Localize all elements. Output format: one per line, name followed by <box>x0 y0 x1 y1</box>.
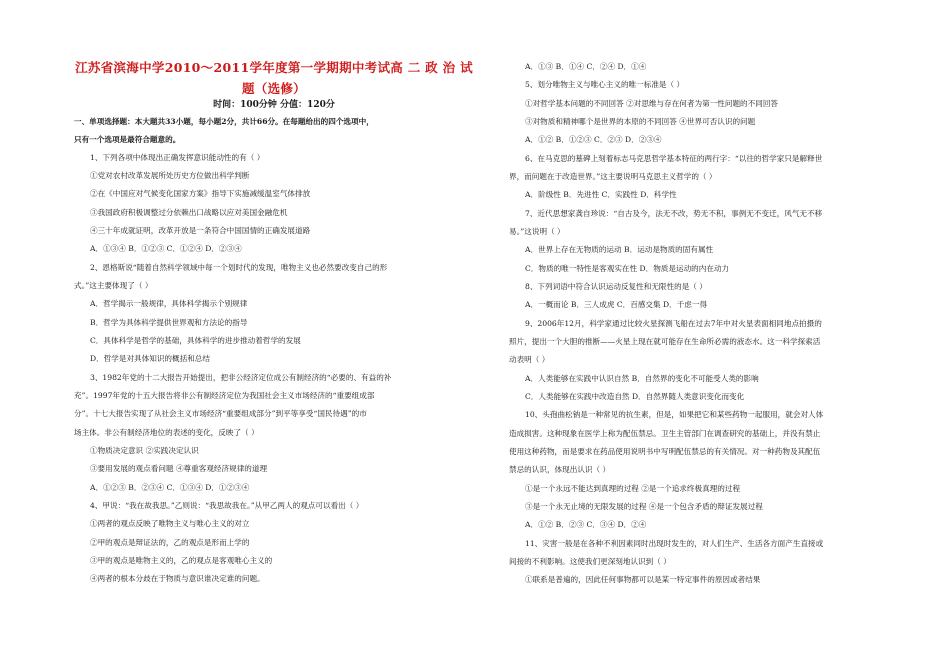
q10-options-34: ③是一个永无止境的无限发展的过程 ④是一个包含矛盾的辩证发展过程 <box>525 502 763 511</box>
question-3-cont-2: 分”。十七大报告实现了从社会主义市场经济“重要组成部分”到平等享受“国民待遇”的市 <box>74 409 367 418</box>
question-6-cont: 界，而问题在于改造世界。”这主要说明马克思主义哲学的（ ） <box>509 172 717 181</box>
question-11-cont: 间接的不利影响。这使我们更深刻地认识到（ ） <box>509 557 671 566</box>
exam-title <box>74 57 474 99</box>
q4-answers: A．①③ B．①④ C．②④ D．①④ <box>525 62 647 71</box>
q5-options-12: ①对哲学基本问题的不同回答 ②对思维与存在何者为第一性问题的不同回答 <box>525 99 779 108</box>
q1-option-1: ①党对农村改革发展所处历史方位做出科学判断 <box>90 171 250 180</box>
q2-choice-c: C．具体科学是哲学的基础，具体科学的进步推动着哲学的发展 <box>90 336 301 345</box>
q1-option-3: ③我国政府积极调整过分依赖出口战略以应对美国金融危机 <box>90 208 288 217</box>
q9-choices-cd: C．人类能够在实践中改造自然 D．自然界随人类意识变化而变化 <box>525 392 745 401</box>
question-6: 6、在马克思的墓碑上刻着标志马克思哲学基本特征的两行字：“以往的哲学家只是解释世 <box>525 154 823 163</box>
question-10-cont-2: 使用这种药物，而是要求在药品使用说明书中写明配伍禁忌的有关情况。对一种药物及其配伍 <box>509 447 821 456</box>
q5-answers: A．①② B．①②③ C．②③ D．②③④ <box>525 135 662 144</box>
question-1: 1、下列各项中体现出正确发挥意识能动性的有（ ） <box>90 153 265 162</box>
question-10-cont-3: 禁忌的认识，体现出认识（ ） <box>509 465 611 474</box>
q1-answers: A．①③④ B．①②③ C．①②④ D．②③④ <box>90 244 242 253</box>
question-3-cont-3: 场主体。非公有制经济地位的表述的变化，反映了（ ） <box>74 428 259 437</box>
q8-answers: A．一概而论 B．三人成虎 C．百感交集 D．千虑一得 <box>525 300 708 309</box>
exam-title-line-1: 江苏省滨海中学2010～2011学年度第一学期期中考试高 二 政 治 试 <box>75 60 473 75</box>
question-3: 3、1982年党的十二大报告开始提出，把非公经济定位成公有制经济的“必要的、有益的补 <box>90 373 392 382</box>
question-9-cont-1: 照片，提出一个大胆的推断——火星上现在就可能存在生命所必需的液态水。这一科学探索活 <box>509 337 821 346</box>
q2-choice-a: A．哲学揭示一般规律，具体科学揭示个别规律 <box>90 299 248 308</box>
question-8: 8、下列词语中符合认识运动反复性和无限性的是（ ） <box>525 282 707 291</box>
question-5: 5、划分唯物主义与唯心主义的唯一标准是（ ） <box>525 80 685 89</box>
question-11: 11、灾害一般是在各种不利因素同时出现时发生的，对人们生产、生活各方面产生直接或 <box>525 539 824 548</box>
q6-answers: A．阶级性 B．先进性 C．实践性 D．科学性 <box>525 190 677 199</box>
q1-option-2: ②在《中国应对气候变化国家方案》指导下实施减缓温室气体排放 <box>90 189 311 198</box>
section-heading-cont: 只有一个选项是最符合题意的。 <box>74 135 181 144</box>
q10-options-12: ①是一个永远不能达到真理的过程 ②是一个追求终极真理的过程 <box>525 484 741 493</box>
q7-choices-cd: C．物质的唯一特性是客观实在性 D．物质是运动的内在动力 <box>525 264 730 273</box>
q11-option-1: ①联系是普遍的，因此任何事物都可以是某一特定事件的原因或者结果 <box>525 575 761 584</box>
exam-title-line-2: 题（选修） <box>241 81 306 96</box>
question-3-cont-1: 充”。1997年党的十五大报告将非公有制经济定位为我国社会主义市场经济的“重要组成部 <box>74 391 375 400</box>
q4-option-4: ④两者的根本分歧在于物质与意识谁决定谁的问题。 <box>90 574 265 583</box>
q4-option-2: ②甲的观点是辩证法的，乙的观点是形而上学的 <box>90 538 250 547</box>
question-10-cont-1: 造成损害。这种现象在医学上称为配伍禁忌。卫生主管部门在调查研究的基础上，并没有禁止 <box>509 429 821 438</box>
question-7-cont: 易。”这说明（ ） <box>509 227 565 236</box>
question-2: 2、恩格斯说“随着自然科学领域中每一个划时代的发现，唯物主义也必然要改变自己的形 <box>90 263 388 272</box>
q3-options-12: ①物质决定意识 ②实践决定认识 <box>90 446 199 455</box>
q2-choice-b: B．哲学为具体科学提供世界观和方法论的指导 <box>90 318 248 327</box>
question-7: 7、近代思想家龚自珍说：“自古及今，法无不改，势无不积，事例无不变迁，风气无不移 <box>525 209 823 218</box>
q5-options-34: ③对物质和精神哪个是世界的本原的不同回答 ④世界可否认识的问题 <box>525 117 756 126</box>
q3-options-34: ③要用发展的观点看问题 ④尊重客观经济规律的道理 <box>90 464 268 473</box>
q4-option-3: ③甲的观点是唯物主义的，乙的观点是客观唯心主义的 <box>90 556 273 565</box>
section-heading: 一、单项选择题：本大题共33小题，每小题2分，共计66分。在每题给出的四个选项中， <box>74 117 374 126</box>
q4-option-1: ①两者的观点反映了唯物主义与唯心主义的对立 <box>90 519 250 528</box>
q2-choice-d: D．哲学是对具体知识的概括和总结 <box>90 354 210 363</box>
question-10: 10、头孢曲松钠是一种常见的抗生素，但是，如果把它和某些药物一起服用，就会对人体 <box>525 410 824 419</box>
question-9: 9、2006年12月，科学家通过比较火星探测飞船在过去7年中对火星表面相同地点拍摄的 <box>525 319 822 328</box>
question-9-cont-2: 动表明（ ） <box>509 355 550 364</box>
exam-meta: 时间：100分钟 分值：120分 <box>213 100 335 110</box>
q7-choices-ab: A．世界上存在无物质的运动 B．运动是物质的固有属性 <box>525 245 714 254</box>
q9-choices-ab: A．人类能够在实践中认识自然 B．自然界的变化不可能受人类的影响 <box>525 374 759 383</box>
q10-answers: A．①② B．②③ C．③④ D．②④ <box>525 520 647 529</box>
q1-option-4: ④三十年成就证明，改革开放是一条符合中国国情的正确发展道路 <box>90 226 311 235</box>
q3-answers: A．①②③ B．②③④ C．①③④ D．①②③④ <box>90 483 250 492</box>
question-4: 4、甲说：“我在故我思。”乙则说：“我思故我在。”从甲乙两人的观点可以看出（ ） <box>90 501 364 510</box>
question-2-cont: 式。”这主要体现了（ ） <box>74 281 153 290</box>
